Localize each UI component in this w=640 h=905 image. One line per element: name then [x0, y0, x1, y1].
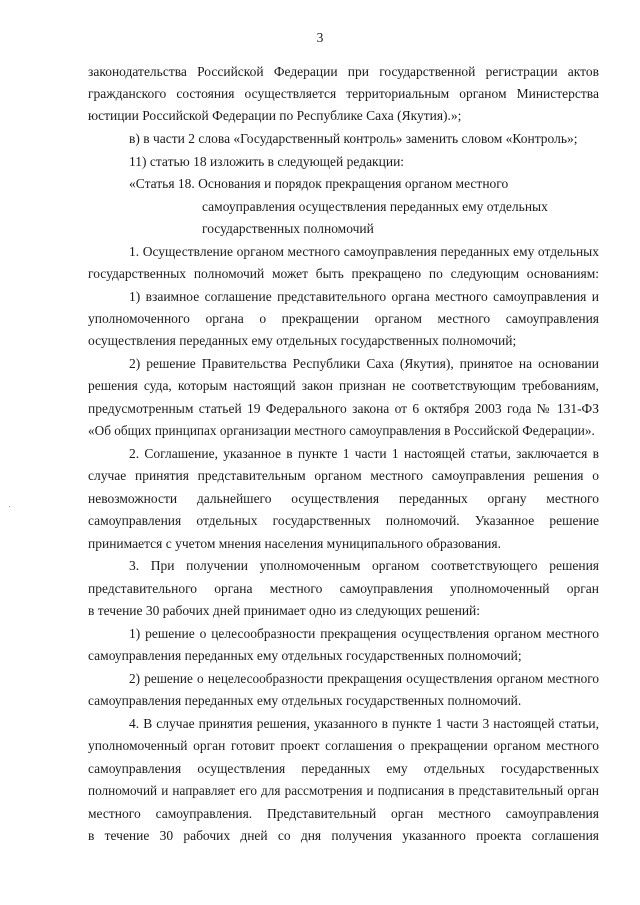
text-line: самоуправления переданных ему отдельных государственных полномочий; — [88, 648, 522, 663]
text-line: представительного органа местного самоуправления уполномоченный орган — [88, 581, 599, 596]
text-line: 2) решение Правительства Республики Саха (Якутия), принятое на основании — [129, 356, 599, 371]
text-line: предусмотренным статьей 19 Федерального закона от 6 октября 2003 года № 131-ФЗ — [88, 401, 599, 416]
text-line: 3. При получении уполномоченным органом соответствующего решения — [129, 558, 599, 573]
text-line: государственных полномочий может быть прекращено по следующим основаниям: — [88, 266, 599, 281]
article-heading: государственных полномочий — [202, 221, 374, 236]
text-line: 1. Осуществление органом местного самоуправления переданных ему отдельных — [129, 244, 599, 259]
text-line: случае принятия представительным органом местного самоуправления решения о — [88, 468, 599, 483]
text-line: самоуправления переданных ему отдельных государственных полномочий. — [88, 693, 522, 708]
page-number: 3 — [316, 30, 324, 45]
scan-dot-mark — [9, 506, 10, 507]
text-line: невозможности дальнейшего осуществления переданных органу местного — [88, 491, 599, 506]
text-line: самоуправления осуществления переданных ему отдельных государственных — [88, 761, 599, 776]
text-line: 1) взаимное соглашение представительного органа местного самоуправления и — [129, 289, 599, 304]
text-line: местного самоуправления. Представительный орган местного самоуправления — [88, 806, 599, 821]
text-line: полномочий и направляет его для рассмотрения и подписания в представительный орган — [88, 783, 599, 798]
text-line: гражданского состояния осуществляется территориальным органом Министерства — [88, 86, 599, 101]
article-heading: самоуправления осуществления переданных ему отдельных — [202, 199, 548, 214]
text-line: 2. Соглашение, указанное в пункте 1 части 1 настоящей статьи, заключается в — [129, 446, 599, 461]
text-line: 4. В случае принятия решения, указанного в пункте 1 части 3 настоящей статьи, — [129, 716, 599, 731]
article-heading: «Статья 18. Основания и порядок прекращения органом местного — [129, 176, 509, 191]
text-line: решения суда, которым настоящий закон признан не соответствующим требованиям, — [88, 378, 599, 393]
text-line: принимается с учетом мнения населения муниципального образования. — [88, 536, 501, 551]
text-line: «Об общих принципах организации местного самоуправления в Российской Федерации». — [88, 423, 595, 438]
text-line: законодательства Российской Федерации при государственной регистрации актов — [88, 64, 599, 79]
text-line: в) в части 2 слова «Государственный контроль» заменить словом «Контроль»; — [129, 131, 578, 146]
text-line: юстиции Российской Федерации по Республике Саха (Якутия).»; — [88, 108, 462, 123]
text-line: самоуправления отдельных государственных полномочий. Указанное решение — [88, 513, 599, 528]
text-line: в течение 30 рабочих дней со дня получения указанного проекта соглашения — [88, 828, 599, 843]
text-line: 11) статью 18 изложить в следующей редакции: — [129, 154, 405, 169]
text-line: 2) решение о нецелесообразности прекращения осуществления органом местного — [129, 671, 599, 686]
text-line: уполномоченного органа о прекращении органом местного самоуправления — [88, 311, 599, 326]
text-line: 1) решение о целесообразности прекращения осуществления органом местного — [129, 626, 599, 641]
text-line: осуществления переданных ему отдельных государственных полномочий; — [88, 333, 517, 348]
text-line: в течение 30 рабочих дней принимает одно из следующих решений: — [88, 603, 481, 618]
text-line: уполномоченный орган готовит проект соглашения о прекращении органом местного — [88, 738, 599, 753]
